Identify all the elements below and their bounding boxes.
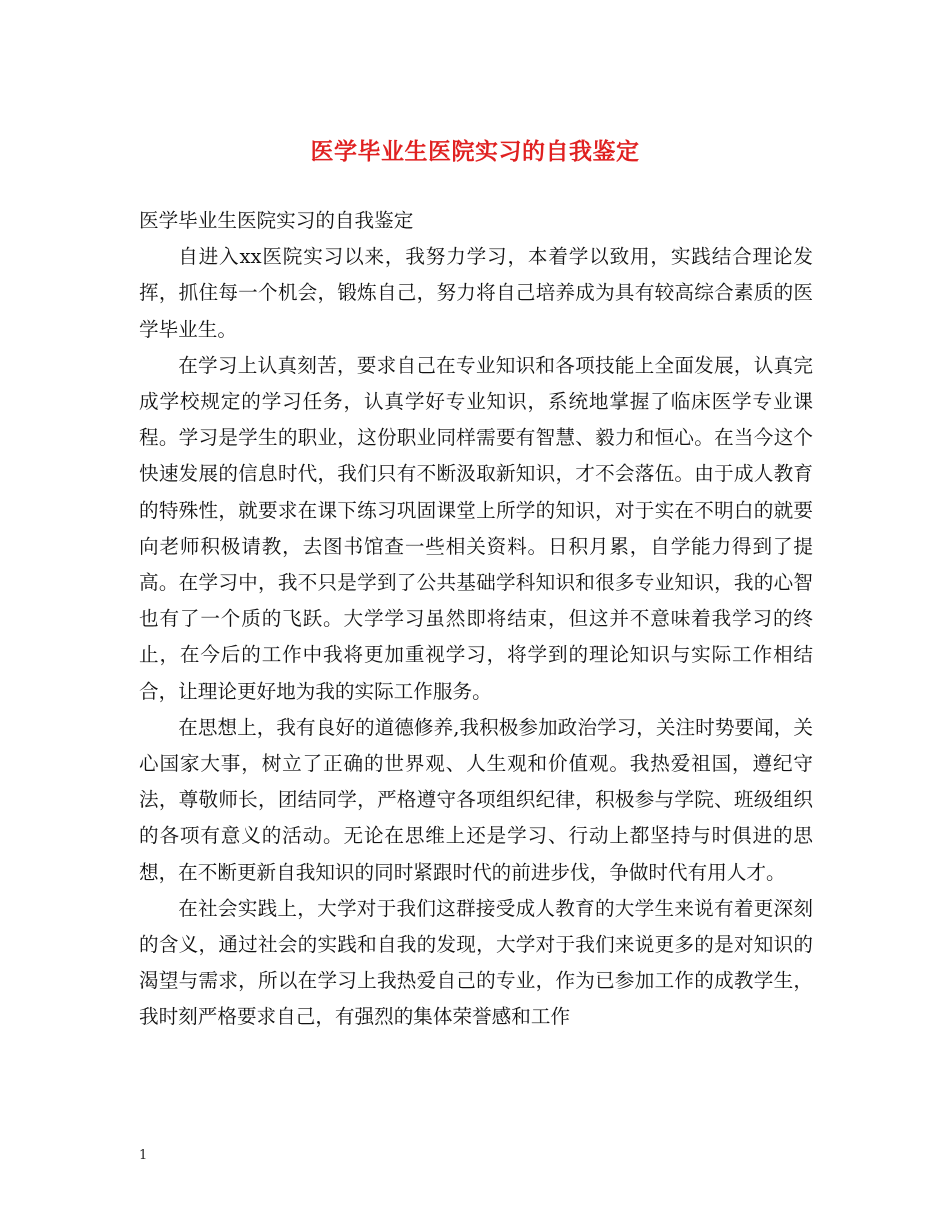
paragraph-ideology: 在思想上，我有良好的道德修养,我积极参加政治学习，关注时势要闻，关心国家大事，树立了正确的世界观、人生观和价值观。我热爱祖国，遵纪守法，尊敬师长，团结同学，严格遵守各项组织纪律，积极参与学院、班级组织的各项有意义的活动。无论在思维上还是学习、行动上都坚持与时俱进的思想，在不断更新自我知识的同时紧跟时代的前进步伐，争做时代有用人才。	[139, 715, 813, 884]
paragraph-intro: 自进入xx医院实习以来，我努力学习，本着学以致用，实践结合理论发挥，抓住每一个机会，锻炼自己，努力将自己培养成为具有较高综合素质的医学毕业生。	[139, 245, 813, 341]
page-title: 医学毕业生医院实习的自我鉴定	[310, 138, 640, 165]
paragraph-social-practice: 在社会实践上，大学对于我们这群接受成人教育的大学生来说有着更深刻的含义，通过社会的实践和自我的发现，大学对于我们来说更多的是对知识的渴望与需求，所以在学习上我热爱自己的专业，作为已参加工作的成教学生，我时刻严格要求自己，有强烈的集体荣誉感和工作	[139, 896, 813, 1029]
document-body	[139, 203, 813, 1036]
document-subtitle: 医学毕业生医院实习的自我鉴定	[139, 209, 414, 232]
paragraph-study: 在学习上认真刻苦，要求自己在专业知识和各项技能上全面发展，认真完成学校规定的学习任务，认真学好专业知识，系统地掌握了临床医学专业课程。学习是学生的职业，这份职业同样需要有智慧、毅力和恒心。在当今这个快速发展的信息时代，我们只有不断汲取新知识，才不会落伍。由于成人教育的特殊性，就要求在课下练习巩固课堂上所学的知识，对于实在不明白的就要向老师积极请教，去图书馆查一些相关资料。日积月累，自学能力得到了提高。在学习中，我不只是学到了公共基础学科知识和很多专业知识，我的心智也有了一个质的飞跃。大学学习虽然即将结束，但这并不意味着我学习的终止，在今后的工作中我将更加重视学习，将学到的理论知识与实际工作相结合，让理论更好地为我的实际工作服务。	[139, 353, 813, 703]
page-number: 1	[139, 1148, 148, 1163]
